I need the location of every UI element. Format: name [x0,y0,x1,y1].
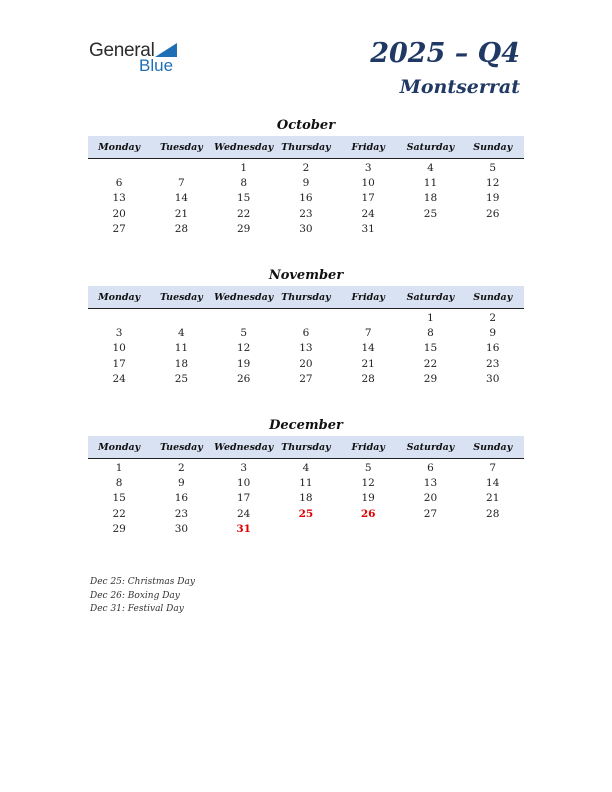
day-cell: 10 [112,342,126,355]
day-cell: 22 [112,507,126,520]
day-cell: 8 [240,176,247,189]
day-cell: 5 [489,161,497,174]
day-cell: 6 [115,176,123,189]
day-cell: 2 [489,311,497,324]
day-cell: 20 [112,207,126,220]
day-cell: 18 [299,492,313,505]
day-cell: 12 [486,176,500,189]
weekday-header-row [88,136,524,159]
weekday-tuesday: Tuesday [159,141,203,153]
day-cell: 14 [174,192,189,205]
weekday-tuesday: Tuesday [159,291,203,303]
logo [89,40,189,80]
week-row [88,191,524,206]
day-cell: 12 [361,476,375,489]
day-cell: 13 [299,342,313,355]
day-cell: 30 [299,222,313,235]
day-cell: 17 [112,357,126,370]
weekday-sunday: Sunday [473,141,513,153]
day-cell: 30 [486,372,500,385]
day-cell: 3 [115,326,123,339]
weekday-friday: Friday [351,441,385,453]
day-cell: 9 [178,476,185,489]
day-cell: 4 [427,161,434,174]
day-cell: 16 [174,492,189,505]
weekday-saturday: Saturday [406,441,455,453]
day-cell: 18 [174,357,189,370]
day-cell: 4 [302,461,310,474]
holiday-note: Dec 31: Festival Day [90,604,184,614]
holiday-note: Dec 26: Boxing Day [90,590,180,601]
day-cell: 8 [427,326,434,339]
day-cell: 3 [240,461,247,474]
weekday-header-row [88,286,524,309]
day-cell: 17 [236,492,251,505]
day-cell: 13 [112,192,126,205]
month-november [88,266,524,386]
logo-general-text: General [89,40,155,61]
weekday-thursday: Thursday [281,141,331,153]
day-cell: 20 [423,492,438,505]
weekday-header-row [88,436,524,459]
day-cell: 6 [427,461,434,474]
day-cell: 15 [423,342,438,355]
month-name: December [269,418,343,433]
day-cell: 12 [236,342,251,355]
day-cell: 26 [486,207,500,220]
weekday-monday: Monday [98,441,141,453]
page-subtitle: Montserrat [399,76,520,98]
day-cell: 28 [486,507,500,520]
week-row [88,521,524,536]
day-cell: 11 [423,176,438,189]
day-cell: 19 [236,357,251,370]
holiday-notes [90,576,195,617]
week-row [88,491,524,506]
weekday-wednesday: Wednesday [214,291,274,303]
day-cell: 15 [112,492,126,505]
day-cell: 25 [298,507,314,520]
week-row [88,341,524,356]
day-cell: 29 [112,522,126,535]
day-cell: 22 [423,357,438,370]
day-cell: 14 [486,476,500,489]
day-cell: 7 [178,176,185,189]
day-cell: 28 [361,372,375,385]
day-cell: 20 [299,357,313,370]
day-cell: 24 [361,207,375,220]
day-cell: 6 [302,326,310,339]
logo-blue-text: Blue [139,56,174,75]
day-cell: 1 [115,461,123,474]
day-cell: 29 [423,372,438,385]
day-cell: 23 [486,357,500,370]
weekday-wednesday: Wednesday [214,441,274,453]
week-row [88,506,524,521]
day-cell: 25 [423,207,438,220]
day-cell: 13 [423,476,438,489]
week-row [88,475,524,490]
day-cell: 24 [112,372,126,385]
day-cell: 25 [174,372,189,385]
weekday-saturday: Saturday [406,291,455,303]
weekday-thursday: Thursday [281,291,331,303]
day-cell: 27 [112,222,126,235]
day-cell: 21 [486,492,500,505]
day-cell: 2 [178,461,185,474]
weekday-monday: Monday [98,141,141,153]
day-cell: 5 [240,326,247,339]
day-cell: 10 [361,176,375,189]
day-cell: 16 [299,192,313,205]
day-cell: 9 [302,176,310,189]
day-cell: 31 [361,222,375,235]
week-row [88,175,524,190]
weekday-thursday: Thursday [281,441,331,453]
day-cell: 16 [486,342,500,355]
day-cell: 19 [361,492,375,505]
day-cell: 26 [360,507,376,520]
day-cell: 7 [364,326,372,339]
month-december [88,416,524,536]
day-cell: 29 [236,222,251,235]
day-cell: 21 [174,207,189,220]
weekday-friday: Friday [351,291,385,303]
week-row [88,221,524,236]
day-cell: 30 [174,522,189,535]
logo-triangle-icon [155,43,177,57]
day-cell: 27 [423,507,438,520]
week-row [88,371,524,386]
day-cell: 8 [115,476,123,489]
holiday-note: Dec 25: Christmas Day [90,577,195,587]
day-cell: 10 [236,476,251,489]
day-cell: 5 [364,461,372,474]
day-cell: 19 [486,192,500,205]
day-cell: 14 [361,342,375,355]
week-row [88,206,524,221]
weekday-monday: Monday [98,291,141,303]
month-name: October [276,118,336,133]
day-cell: 7 [489,461,497,474]
day-cell: 31 [236,522,251,535]
day-cell: 3 [364,161,372,174]
week-row [88,310,524,325]
day-cell: 27 [299,372,313,385]
month-name: November [268,268,344,283]
weekday-sunday: Sunday [473,291,513,303]
day-cell: 1 [427,311,434,324]
day-cell: 9 [489,326,497,339]
day-cell: 26 [236,372,251,385]
week-row [88,325,524,340]
weekday-tuesday: Tuesday [159,441,203,453]
weekday-sunday: Sunday [473,441,513,453]
day-cell: 24 [236,507,251,520]
week-row [88,356,524,371]
day-cell: 4 [178,326,185,339]
day-cell: 2 [302,161,310,174]
day-cell: 15 [236,192,251,205]
day-cell: 28 [174,222,189,235]
weekday-saturday: Saturday [406,141,455,153]
day-cell: 11 [174,342,189,355]
week-row [88,160,524,175]
day-cell: 23 [299,207,313,220]
day-cell: 18 [423,192,438,205]
week-row [88,460,524,475]
weekday-wednesday: Wednesday [214,141,274,153]
month-october [88,116,524,236]
day-cell: 11 [299,476,313,489]
day-cell: 23 [174,507,189,520]
day-cell: 22 [236,207,251,220]
day-cell: 1 [240,161,247,174]
weekday-friday: Friday [351,141,385,153]
page-title: 2025 – Q4 [370,38,520,69]
day-cell: 21 [361,357,375,370]
day-cell: 17 [361,192,375,205]
